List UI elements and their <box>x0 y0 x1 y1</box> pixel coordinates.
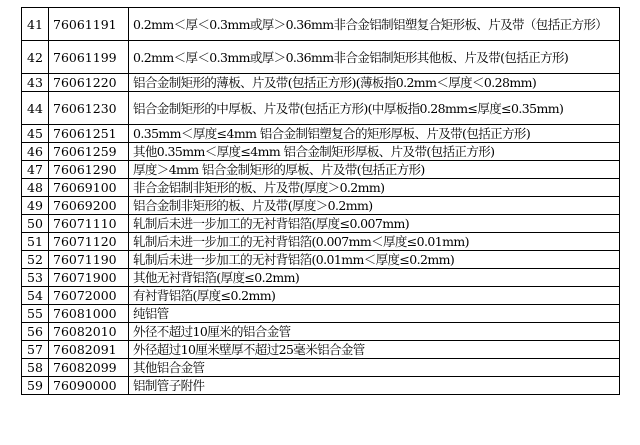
row-number: 43 <box>22 74 49 92</box>
table-row <box>22 179 620 197</box>
hs-code: 76071190 <box>49 251 129 269</box>
item-description: 轧制后未进一步加工的无衬背铝箔(厚度≤0.007mm) <box>129 215 620 233</box>
hs-code: 76061290 <box>49 161 129 179</box>
table-row <box>22 74 620 92</box>
item-description: 非合金铝制非矩形的板、片及带(厚度＞0.2mm) <box>129 179 620 197</box>
row-number: 47 <box>22 161 49 179</box>
hs-code: 76069200 <box>49 197 129 215</box>
hs-code: 76082010 <box>49 323 129 341</box>
hs-code: 76090000 <box>49 377 129 395</box>
item-description: 轧制后未进一步加工的无衬背铝箔(0.01mm＜厚度≤0.2mm) <box>129 251 620 269</box>
row-number: 58 <box>22 359 49 377</box>
item-description: 铝合金制矩形的薄板、片及带(包括正方形)(薄板指0.2mm＜厚度＜0.28mm) <box>129 74 620 92</box>
tariff-table <box>21 7 620 395</box>
table-row <box>22 287 620 305</box>
item-description: 其他无衬背铝箔(厚度≤0.2mm) <box>129 269 620 287</box>
row-number: 54 <box>22 287 49 305</box>
item-description: 0.2mm＜厚＜0.3mm或厚＞0.36mm非合金铝制铝塑复合矩形板、片及带（包括正方形） <box>129 8 620 41</box>
row-number: 44 <box>22 92 49 125</box>
row-number: 57 <box>22 341 49 359</box>
hs-code: 76071900 <box>49 269 129 287</box>
item-description: 铝制管子附件 <box>129 377 620 395</box>
table-row <box>22 251 620 269</box>
row-number: 48 <box>22 179 49 197</box>
item-description: 轧制后未进一步加工的无衬背铝箔(0.007mm＜厚度≤0.01mm) <box>129 233 620 251</box>
row-number: 46 <box>22 143 49 161</box>
item-description: 0.2mm＜厚＜0.3mm或厚＞0.36mm非合金铝制矩形其他板、片及带(包括正方形) <box>129 41 620 74</box>
hs-code: 76082091 <box>49 341 129 359</box>
hs-code: 76082099 <box>49 359 129 377</box>
table-row <box>22 341 620 359</box>
table-row <box>22 215 620 233</box>
table-row <box>22 269 620 287</box>
item-description: 0.35mm＜厚度≤4mm 铝合金制铝塑复合的矩形厚板、片及带(包括正方形) <box>129 125 620 143</box>
row-number: 51 <box>22 233 49 251</box>
row-number: 56 <box>22 323 49 341</box>
table-row <box>22 323 620 341</box>
item-description: 外径不超过10厘米的铝合金管 <box>129 323 620 341</box>
table-row <box>22 305 620 323</box>
row-number: 42 <box>22 41 49 74</box>
table-row <box>22 359 620 377</box>
row-number: 55 <box>22 305 49 323</box>
hs-code: 76069100 <box>49 179 129 197</box>
table-row <box>22 197 620 215</box>
row-number: 49 <box>22 197 49 215</box>
item-description: 其他0.35mm＜厚度≤4mm 铝合金制矩形厚板、片及带(包括正方形) <box>129 143 620 161</box>
item-description: 厚度＞4mm 铝合金制矩形的厚板、片及带(包括正方形) <box>129 161 620 179</box>
tariff-table-body <box>22 8 620 395</box>
item-description: 纯铝管 <box>129 305 620 323</box>
table-row <box>22 8 620 41</box>
row-number: 53 <box>22 269 49 287</box>
hs-code: 76081000 <box>49 305 129 323</box>
table-row <box>22 41 620 74</box>
table-row <box>22 143 620 161</box>
hs-code: 76071110 <box>49 215 129 233</box>
item-description: 铝合金制非矩形的板、片及带(厚度＞0.2mm) <box>129 197 620 215</box>
hs-code: 76061220 <box>49 74 129 92</box>
table-row <box>22 125 620 143</box>
hs-code: 76072000 <box>49 287 129 305</box>
row-number: 45 <box>22 125 49 143</box>
hs-code: 76071120 <box>49 233 129 251</box>
row-number: 59 <box>22 377 49 395</box>
item-description: 外径超过10厘米壁厚不超过25毫米铝合金管 <box>129 341 620 359</box>
hs-code: 76061191 <box>49 8 129 41</box>
row-number: 52 <box>22 251 49 269</box>
row-number: 41 <box>22 8 49 41</box>
table-row <box>22 92 620 125</box>
table-row <box>22 377 620 395</box>
item-description: 其他铝合金管 <box>129 359 620 377</box>
hs-code: 76061199 <box>49 41 129 74</box>
row-number: 50 <box>22 215 49 233</box>
table-row <box>22 233 620 251</box>
table-row <box>22 161 620 179</box>
item-description: 有衬背铝箔(厚度≤0.2mm) <box>129 287 620 305</box>
hs-code: 76061259 <box>49 143 129 161</box>
item-description: 铝合金制矩形的中厚板、片及带(包括正方形)(中厚板指0.28mm≤厚度≤0.35mm) <box>129 92 620 125</box>
hs-code: 76061251 <box>49 125 129 143</box>
hs-code: 76061230 <box>49 92 129 125</box>
